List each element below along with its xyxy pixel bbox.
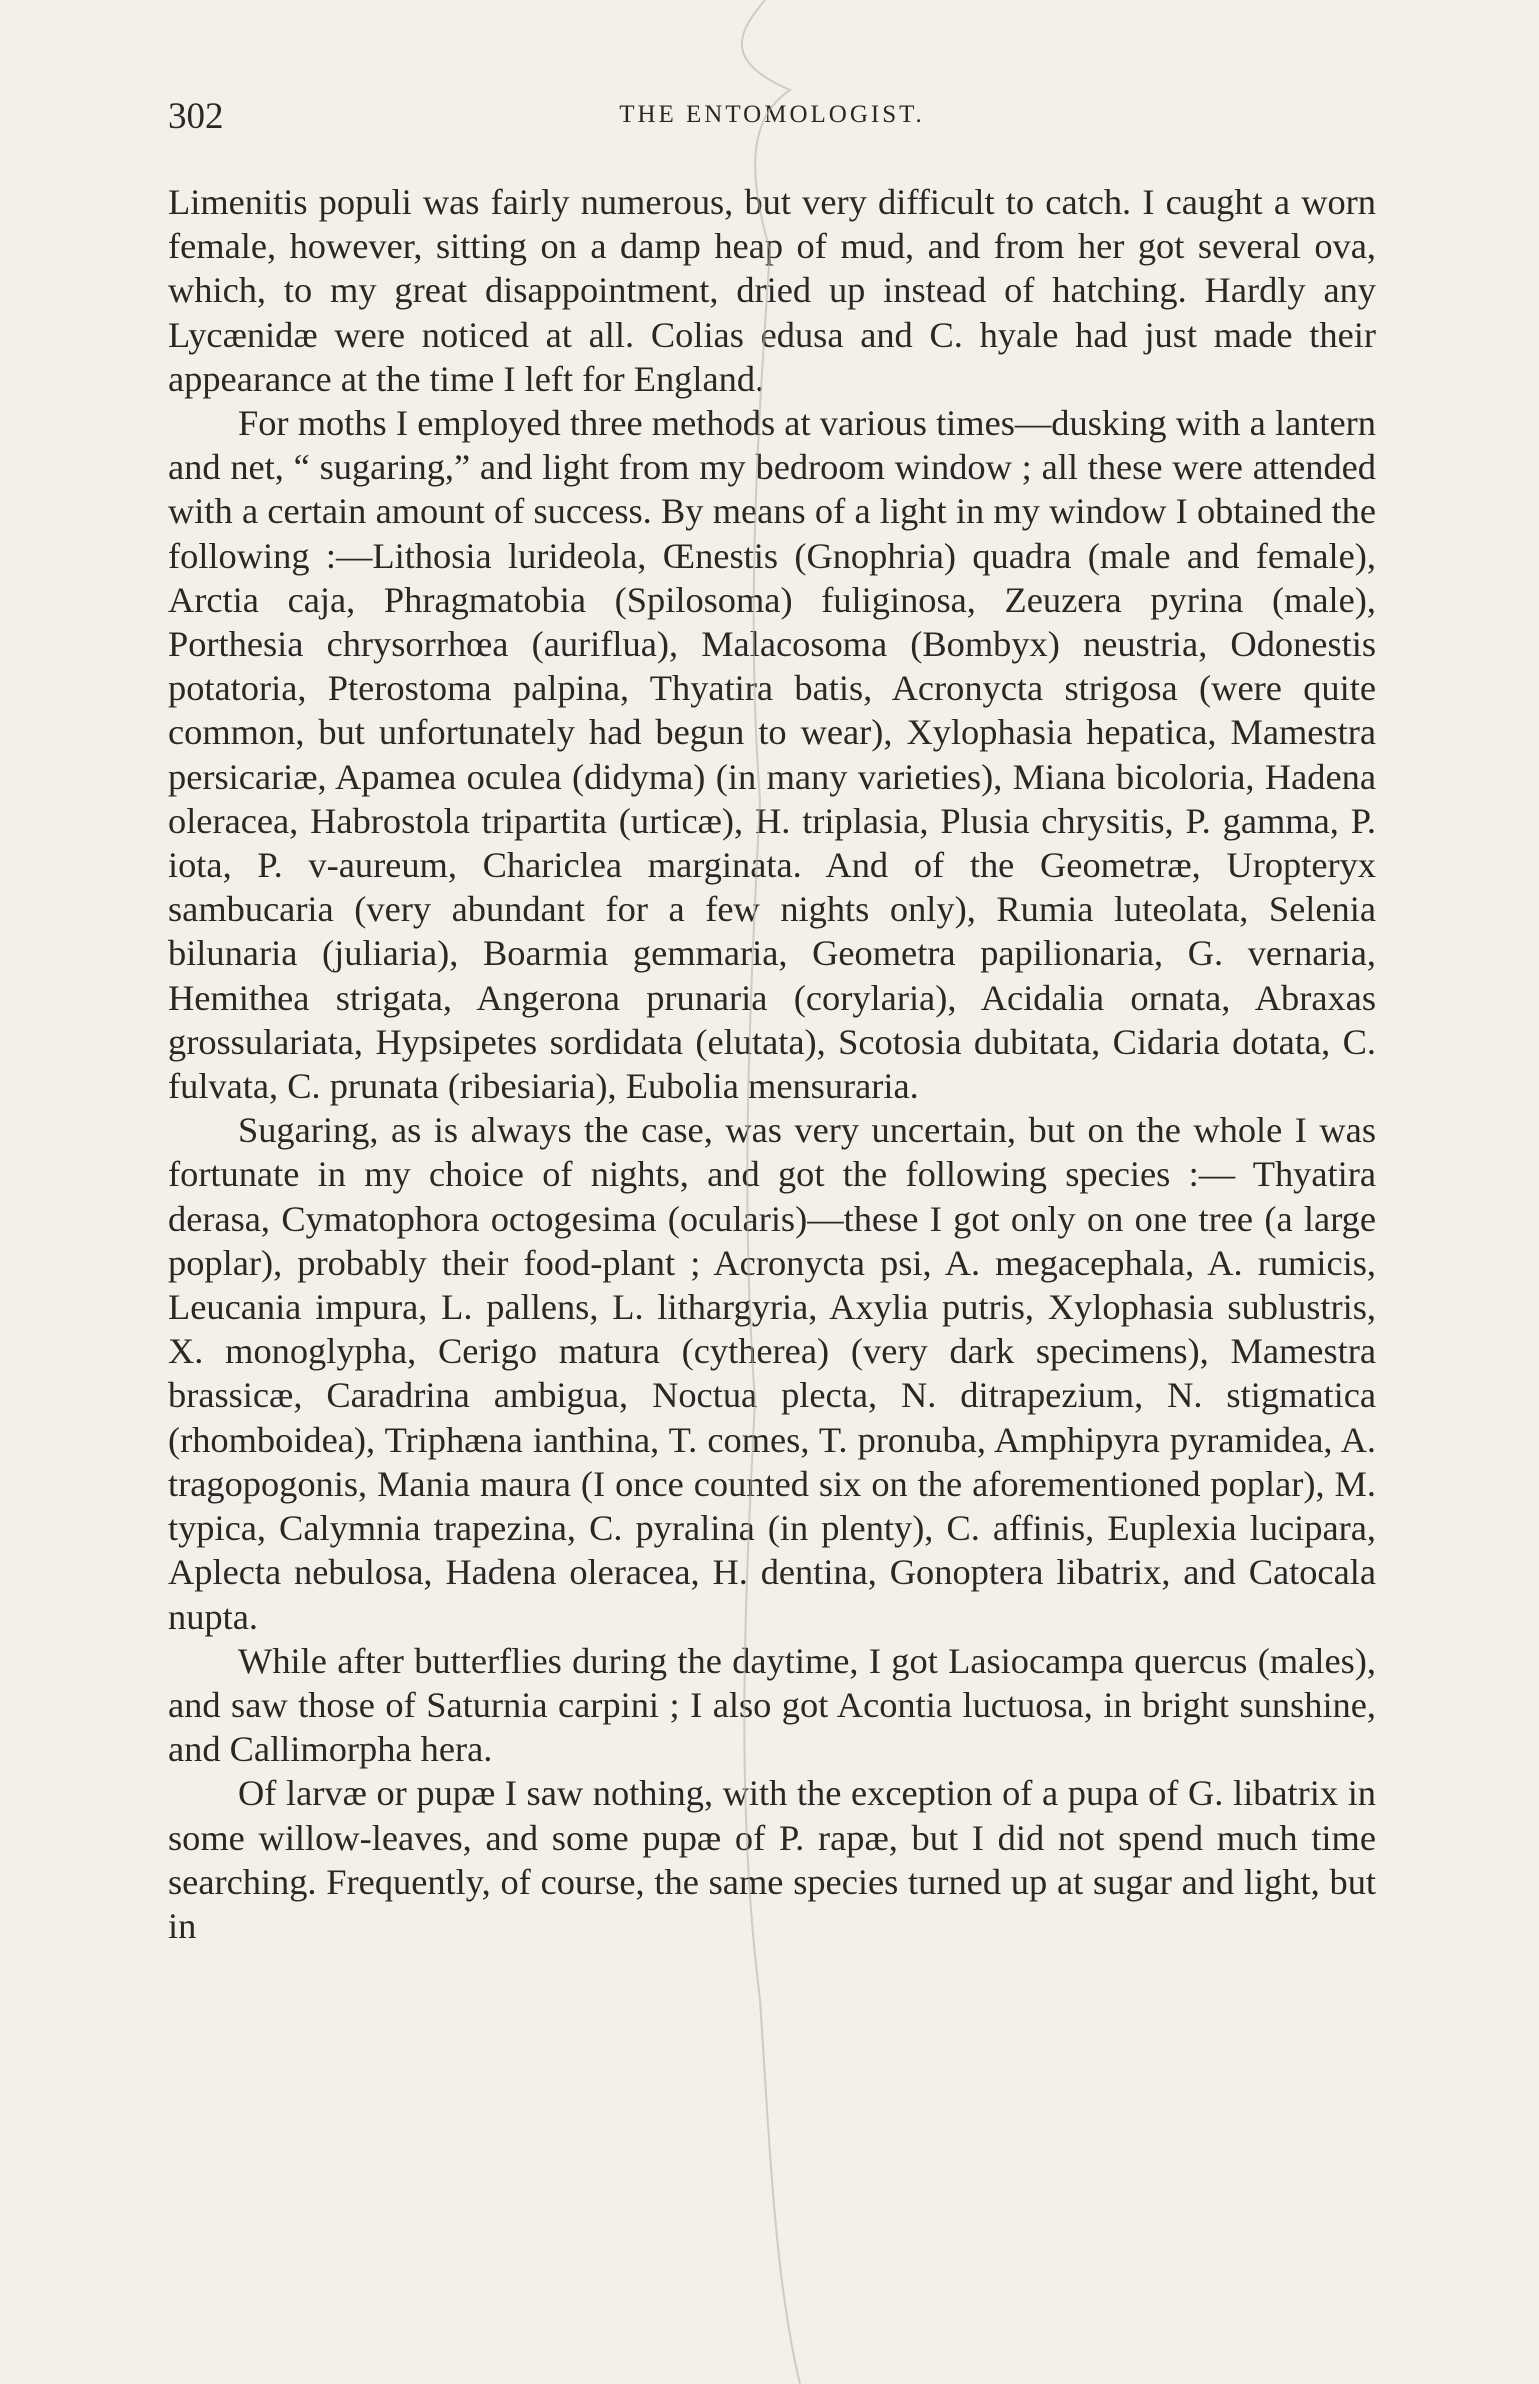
paragraph-larvae: Of larvæ or pupæ I saw nothing, with the exception of a pupa of G. libatrix in some willow-leaves, and some pupæ of P. rapæ, but I did not spend much time searching. Frequently, of course, the same species turned up at sugar and light, but in bbox=[168, 1773, 1376, 1946]
running-head: THE ENTOMOLOGIST. bbox=[619, 101, 925, 128]
paragraph-sugaring: Sugaring, as is always the case, was very uncertain, but on the whole I was fortunate in my choice of nights, and got the following species :— Thyatira derasa, Cymatophora octogesima (ocularis)—these I got only on one tree (a large poplar), probably their food-plant ; Acronycta psi, A. megacephala, A. rumicis, Leucania impura, L. pallens, L. lithargyria, Axylia putris, Xylophasia sublustris, X. monoglypha, Cerigo matura (cytherea) (very dark specimens), Mamestra brassicæ, Caradrina ambigua, Noctua plecta, N. ditrapezium, N. stigmatica (rhomboidea), Triphæna ianthina, T. comes, T. pronuba, Amphipyra pyramidea, A. tragopogonis, Mania maura (I once counted six on the aforementioned poplar), M. typica, Calymnia trapezina, C. pyralina (in plenty), C. affinis, Euplexia lucipara, Aplecta nebulosa, Hadena oleracea, H. dentina, Gonoptera libatrix, and Catocala nupta. bbox=[168, 1110, 1376, 1637]
paragraph-butterflies: While after butterflies during the daytime, I got Lasiocampa quercus (males), and saw those of Saturnia carpini ; I also got Acontia luctuosa, in bright sunshine, and Callimorpha hera. bbox=[168, 1640, 1376, 1770]
paragraph-moths: For moths I employed three methods at various times—dusking with a lantern and net, “ sugaring,” and light from my bedroom window ; all these were attended with a certain amount of success. By means of a light in my window I obtained the following :—Lithosia lurideola, Œnestis (Gnophria) quadra (male and female), Arctia caja, Phragmatobia (Spilosoma) fuliginosa, Zeuzera pyrina (male), Porthesia chrysorrhœa (auriflua), Malacosoma (Bombyx) neustria, Odonestis potatoria, Pterostoma palpina, Thyatira batis, Acronycta strigosa (were quite common, but unfortunately had begun to wear), Xylophasia hepatica, Mamestra persicariæ, Apamea oculea (didyma) (in many varieties), Miana bicoloria, Hadena oleracea, Habrostola tripartita (urticæ), H. triplasia, Plusia chrysitis, P. gamma, P. iota, P. v-aureum, Chariclea marginata. And of the Geometræ, Uropteryx sambucaria (very abundant for a few nights only), Rumia luteolata, Selenia bilunaria (juliaria), Boarmia gemmaria, Geometra papilionaria, G. vernaria, Hemithea strigata, Angerona prunaria (corylaria), Acidalia ornata, Abraxas grossulariata, Hypsipetes sordidata (elutata), Scotosia dubitata, Cidaria dotata, C. fulvata, C. prunata (ribesiaria), Eubolia mensuraria. bbox=[168, 403, 1376, 1107]
body-text bbox=[168, 180, 1376, 1948]
paragraph-limenitis: Limenitis populi was fairly numerous, but very difficult to catch. I caught a worn female, however, sitting on a damp heap of mud, and from her got several ova, which, to my great disappointment, dried up instead of hatching. Hardly any Lycænidæ were noticed at all. Colias edusa and C. hyale had just made their appearance at the time I left for England. bbox=[168, 182, 1376, 399]
page-header bbox=[168, 95, 1376, 145]
page-number: 302 bbox=[168, 96, 224, 137]
